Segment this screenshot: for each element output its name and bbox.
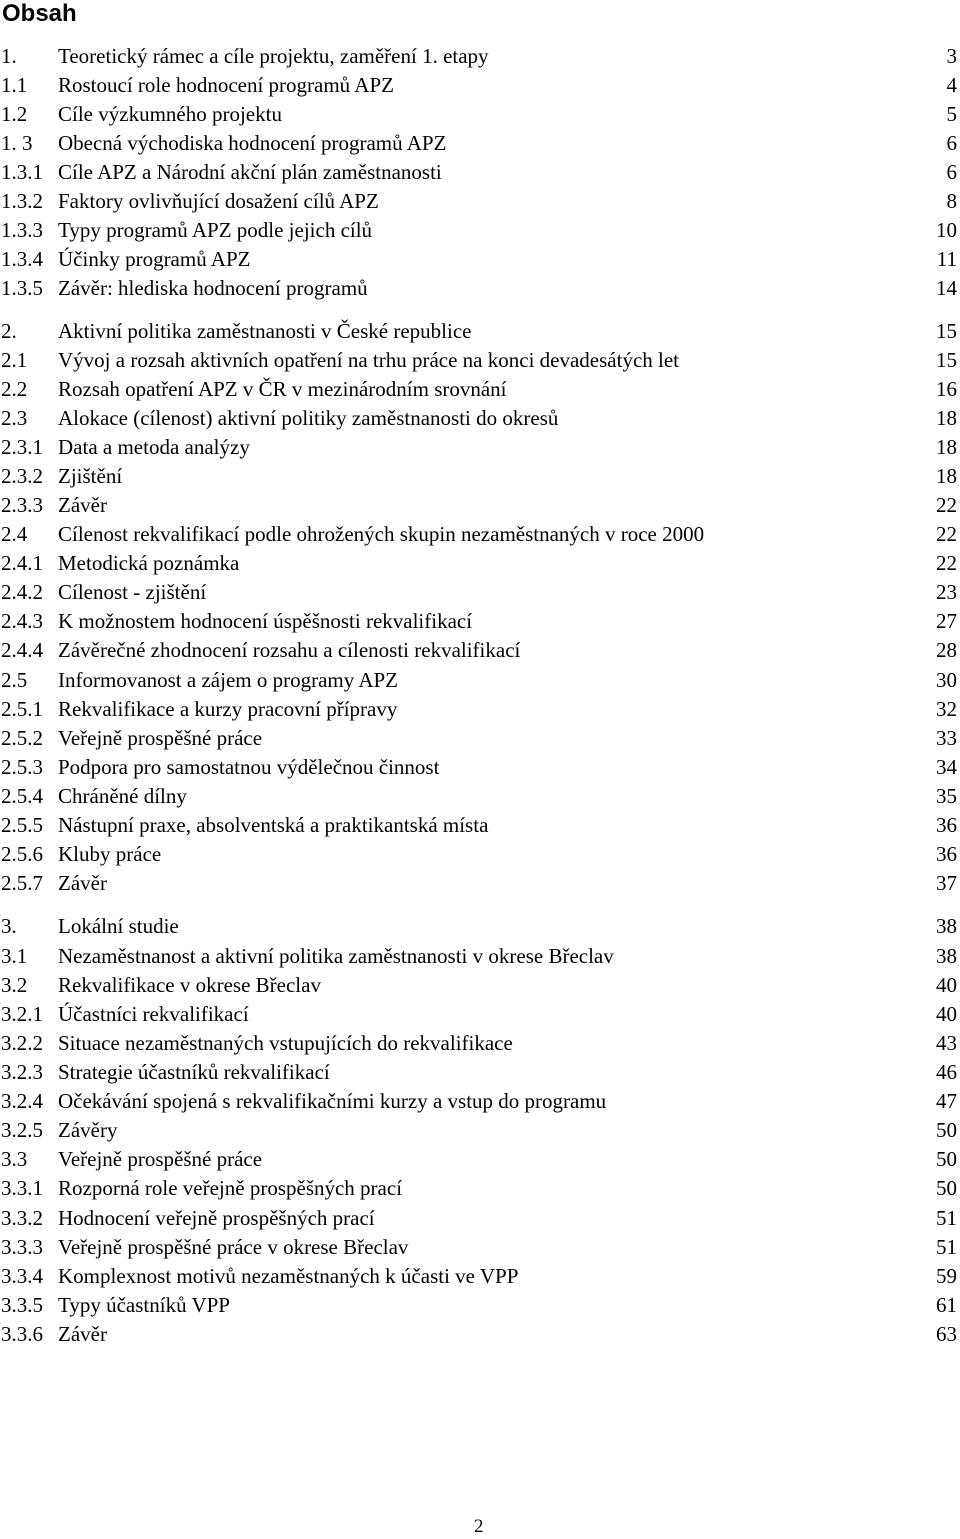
toc-entry-page: 11 bbox=[936, 247, 957, 271]
toc-entry-page: 22 bbox=[936, 551, 957, 575]
toc-entry-page: 37 bbox=[936, 871, 957, 895]
toc-entry-page: 4 bbox=[946, 73, 957, 97]
toc-entry bbox=[0, 811, 960, 840]
toc-entry-page: 27 bbox=[936, 609, 957, 633]
toc-entry-page: 59 bbox=[936, 1264, 957, 1288]
toc-entry bbox=[0, 158, 960, 187]
toc-entry-page: 18 bbox=[936, 406, 957, 430]
toc-entry-title: Závěrečné zhodnocení rozsahu a cílenosti rekvalifikací bbox=[58, 638, 521, 662]
toc-entry-number: 2.5.3 bbox=[1, 755, 43, 779]
toc-entry-title: Cílenost rekvalifikací podle ohrožených skupin nezaměstnaných v roce 2000 bbox=[58, 522, 705, 546]
toc-entry-title: Závěr: hlediska hodnocení programů bbox=[58, 276, 368, 300]
toc-entry-page: 50 bbox=[936, 1176, 957, 1200]
toc-entry-page: 46 bbox=[936, 1060, 957, 1084]
toc-entry-number: 3.3.5 bbox=[1, 1293, 43, 1317]
toc-entry-number: 2.4.3 bbox=[1, 609, 43, 633]
toc-entry-number: 2.5.7 bbox=[1, 871, 43, 895]
toc-entry-title: Alokace (cílenost) aktivní politiky zaměstnanosti do okresů bbox=[58, 406, 559, 430]
toc-entry-page: 50 bbox=[936, 1118, 957, 1142]
toc-entry bbox=[0, 404, 960, 433]
toc-entry-page: 33 bbox=[936, 726, 957, 750]
toc-entry bbox=[0, 1116, 960, 1145]
toc-entry-page: 30 bbox=[936, 668, 957, 692]
toc-entry-title: Typy programů APZ podle jejich cílů bbox=[58, 218, 373, 242]
toc-entry-number: 2.5 bbox=[1, 668, 28, 692]
toc-entry-title: Rozporná role veřejně prospěšných prací bbox=[58, 1176, 403, 1200]
toc-entry-page: 47 bbox=[936, 1089, 957, 1113]
toc-entry-title: Kluby práce bbox=[58, 842, 162, 866]
toc-entry-page: 38 bbox=[936, 914, 957, 938]
toc-entry-title: Faktory ovlivňující dosažení cílů APZ bbox=[58, 189, 379, 213]
toc-entry-number: 3. bbox=[1, 914, 17, 938]
toc-entry-number: 2.5.6 bbox=[1, 842, 43, 866]
toc-entry-number: 2.4.2 bbox=[1, 580, 43, 604]
toc-entry-page: 40 bbox=[936, 973, 957, 997]
toc-entry bbox=[0, 129, 960, 158]
toc-entry-page: 34 bbox=[936, 755, 957, 779]
toc-entry-number: 2.3.3 bbox=[1, 493, 43, 517]
toc-entry-page: 15 bbox=[936, 348, 957, 372]
toc-entry-title: Nezaměstnanost a aktivní politika zaměstnanosti v okrese Břeclav bbox=[58, 944, 614, 968]
toc-entry-page: 6 bbox=[946, 160, 957, 184]
toc-entry bbox=[0, 216, 960, 245]
toc-entry-title: Situace nezaměstnaných vstupujících do rekvalifikace bbox=[58, 1031, 513, 1055]
toc-entry-page: 22 bbox=[936, 522, 957, 546]
toc-entry-number: 3.3 bbox=[1, 1147, 28, 1171]
toc-entry bbox=[0, 869, 960, 898]
toc-entry-number: 1.2 bbox=[1, 102, 28, 126]
toc-entry-number: 1.3.5 bbox=[1, 276, 43, 300]
toc-entry-page: 16 bbox=[936, 377, 957, 401]
toc-entry bbox=[0, 549, 960, 578]
toc-entry-title: Obecná východiska hodnocení programů APZ bbox=[58, 131, 447, 155]
toc-entry-number: 2. bbox=[1, 319, 17, 343]
toc-entry-number: 2.4 bbox=[1, 522, 28, 546]
toc-entry-page: 38 bbox=[936, 944, 957, 968]
toc-entry-number: 3.1 bbox=[1, 944, 28, 968]
toc-entry-title: Závěr bbox=[58, 493, 107, 517]
toc-entry bbox=[0, 1262, 960, 1291]
toc-entry bbox=[0, 1087, 960, 1116]
toc-entry-number: 3.2.4 bbox=[1, 1089, 43, 1113]
toc-entry-page: 15 bbox=[936, 319, 957, 343]
toc-entry-title: Vývoj a rozsah aktivních opatření na trhu práce na konci devadesátých let bbox=[58, 348, 680, 372]
toc-entry-number: 3.3.3 bbox=[1, 1235, 43, 1259]
toc-entry-title: Veřejně prospěšné práce v okrese Břeclav bbox=[58, 1235, 409, 1259]
toc-entry-number: 2.5.1 bbox=[1, 697, 43, 721]
toc-entry-title: Závěr bbox=[58, 871, 107, 895]
toc-entry bbox=[0, 1233, 960, 1262]
toc-entry-number: 1.3.2 bbox=[1, 189, 43, 213]
toc-entry-page: 50 bbox=[936, 1147, 957, 1171]
toc-entry-number: 3.2.1 bbox=[1, 1002, 43, 1026]
toc-entry bbox=[0, 724, 960, 753]
toc-entry-number: 3.3.4 bbox=[1, 1264, 43, 1288]
toc-entry bbox=[0, 346, 960, 375]
toc-entry-page: 5 bbox=[946, 102, 957, 126]
toc-entry-title: Veřejně prospěšné práce bbox=[58, 1147, 263, 1171]
toc-entry-page: 18 bbox=[936, 435, 957, 459]
toc-entry-title: Lokální studie bbox=[58, 914, 179, 938]
toc-entry-title: Účastníci rekvalifikací bbox=[58, 1002, 249, 1026]
toc-entry-title: Podpora pro samostatnou výdělečnou činnost bbox=[58, 755, 440, 779]
toc-entry-number: 2.4.4 bbox=[1, 638, 43, 662]
toc-entry bbox=[0, 317, 960, 346]
toc-entry bbox=[0, 491, 960, 520]
toc-entry-page: 51 bbox=[936, 1206, 957, 1230]
toc-entry-number: 3.3.2 bbox=[1, 1206, 43, 1230]
toc-entry-title: Hodnocení veřejně prospěšných prací bbox=[58, 1206, 375, 1230]
toc-entry-page: 63 bbox=[936, 1322, 957, 1346]
toc-entry-title: Účinky programů APZ bbox=[58, 247, 251, 271]
toc-entry-page: 36 bbox=[936, 813, 957, 837]
toc-entry-title: Nástupní praxe, absolventská a praktikantská místa bbox=[58, 813, 489, 837]
toc-entry-number: 2.1 bbox=[1, 348, 28, 372]
toc-entry-page: 28 bbox=[936, 638, 957, 662]
toc-entry-number: 2.5.2 bbox=[1, 726, 43, 750]
toc-entry bbox=[0, 1000, 960, 1029]
toc-entry-page: 22 bbox=[936, 493, 957, 517]
toc-entry-number: 2.3.2 bbox=[1, 464, 43, 488]
toc-entry-page: 23 bbox=[936, 580, 957, 604]
toc-entry-number: 1. bbox=[1, 44, 17, 68]
toc-entry-title: Aktivní politika zaměstnanosti v České republice bbox=[58, 319, 472, 343]
toc-entry-title: Informovanost a zájem o programy APZ bbox=[58, 668, 398, 692]
toc-entry-page: 8 bbox=[946, 189, 957, 213]
toc-entry-title: Metodická poznámka bbox=[58, 551, 240, 575]
toc-entry-number: 3.2.2 bbox=[1, 1031, 43, 1055]
toc-entry-number: 1.3.4 bbox=[1, 247, 43, 271]
toc-entry bbox=[0, 71, 960, 100]
toc-entry bbox=[0, 840, 960, 869]
toc-entry bbox=[0, 1204, 960, 1233]
toc-entry-number: 2.4.1 bbox=[1, 551, 43, 575]
toc-entry bbox=[0, 520, 960, 549]
toc-entry-page: 10 bbox=[936, 218, 957, 242]
toc-entry bbox=[0, 578, 960, 607]
toc-entry bbox=[0, 942, 960, 971]
toc-entry-title: Závěry bbox=[58, 1118, 118, 1142]
toc-entry-title: Cíle výzkumného projektu bbox=[58, 102, 282, 126]
toc-entry-page: 51 bbox=[936, 1235, 957, 1259]
toc-entry-page: 3 bbox=[946, 44, 957, 68]
toc-entry-title: Veřejně prospěšné práce bbox=[58, 726, 263, 750]
toc-entry-title: Závěr bbox=[58, 1322, 107, 1346]
toc-entry-page: 14 bbox=[936, 276, 957, 300]
toc-entry-number: 1.1 bbox=[1, 73, 28, 97]
toc-entry-title: Komplexnost motivů nezaměstnaných k účasti ve VPP bbox=[58, 1264, 519, 1288]
toc-entry-title: Strategie účastníků rekvalifikací bbox=[58, 1060, 330, 1084]
toc-entry-title: Chráněné dílny bbox=[58, 784, 187, 808]
toc-entry-number: 3.2.3 bbox=[1, 1060, 43, 1084]
toc-entry-page: 6 bbox=[946, 131, 957, 155]
toc-entry bbox=[0, 912, 960, 941]
toc-entry bbox=[0, 1058, 960, 1087]
toc-entry-page: 32 bbox=[936, 697, 957, 721]
toc-entry bbox=[0, 1174, 960, 1203]
toc-entry-number: 1.3.3 bbox=[1, 218, 43, 242]
toc-entry-title: Data a metoda analýzy bbox=[58, 435, 250, 459]
toc-entry bbox=[0, 1029, 960, 1058]
toc-entry-page: 18 bbox=[936, 464, 957, 488]
toc-entry-number: 3.3.1 bbox=[1, 1176, 43, 1200]
toc-entry-page: 35 bbox=[936, 784, 957, 808]
toc-entry bbox=[0, 971, 960, 1000]
toc-entry bbox=[0, 433, 960, 462]
toc-entry-number: 2.3.1 bbox=[1, 435, 43, 459]
toc-entry bbox=[0, 753, 960, 782]
toc-entry-title: Rekvalifikace a kurzy pracovní přípravy bbox=[58, 697, 398, 721]
toc-entry bbox=[0, 1145, 960, 1174]
toc-entry bbox=[0, 187, 960, 216]
toc-entry-page: 36 bbox=[936, 842, 957, 866]
page-number: 2 bbox=[474, 1516, 484, 1537]
toc-entry bbox=[0, 100, 960, 129]
page-title: Obsah bbox=[2, 0, 77, 27]
toc-entry bbox=[0, 636, 960, 665]
toc-entry bbox=[0, 782, 960, 811]
toc-entry bbox=[0, 695, 960, 724]
toc-entry-number: 1.3.1 bbox=[1, 160, 43, 184]
toc-entry-title: Cíle APZ a Národní akční plán zaměstnanosti bbox=[58, 160, 442, 184]
toc-entry-title: Rostoucí role hodnocení programů APZ bbox=[58, 73, 394, 97]
toc-entry-title: Typy účastníků VPP bbox=[58, 1293, 230, 1317]
toc-entry-title: Zjištění bbox=[58, 464, 123, 488]
toc-entry-number: 3.3.6 bbox=[1, 1322, 43, 1346]
toc-entry-title: Očekávání spojená s rekvalifikačními kurzy a vstup do programu bbox=[58, 1089, 607, 1113]
toc-entry-title: Rekvalifikace v okrese Břeclav bbox=[58, 973, 321, 997]
toc-entry-page: 40 bbox=[936, 1002, 957, 1026]
toc-entry-page: 61 bbox=[936, 1293, 957, 1317]
toc-entry-title: K možnostem hodnocení úspěšnosti rekvalifikací bbox=[58, 609, 473, 633]
toc-entry bbox=[0, 375, 960, 404]
toc-entry-number: 2.5.5 bbox=[1, 813, 43, 837]
toc-entry bbox=[0, 274, 960, 303]
toc-entry bbox=[0, 607, 960, 636]
toc-entry-number: 1. 3 bbox=[1, 131, 33, 155]
toc-entry-number: 2.3 bbox=[1, 406, 28, 430]
toc-entry bbox=[0, 1320, 960, 1349]
toc-entry-number: 3.2.5 bbox=[1, 1118, 43, 1142]
toc-entry bbox=[0, 462, 960, 491]
toc-entry bbox=[0, 245, 960, 274]
toc-entry-title: Rozsah opatření APZ v ČR v mezinárodním srovnání bbox=[58, 377, 507, 401]
toc-entry bbox=[0, 666, 960, 695]
toc-entry-title: Cílenost - zjištění bbox=[58, 580, 207, 604]
toc-entry-number: 2.2 bbox=[1, 377, 28, 401]
toc-entry bbox=[0, 1291, 960, 1320]
toc-entry bbox=[0, 42, 960, 71]
toc-entry-number: 3.2 bbox=[1, 973, 28, 997]
toc-entry-number: 2.5.4 bbox=[1, 784, 43, 808]
toc-entry-page: 43 bbox=[936, 1031, 957, 1055]
toc-entry-title: Teoretický rámec a cíle projektu, zaměření 1. etapy bbox=[58, 44, 489, 68]
